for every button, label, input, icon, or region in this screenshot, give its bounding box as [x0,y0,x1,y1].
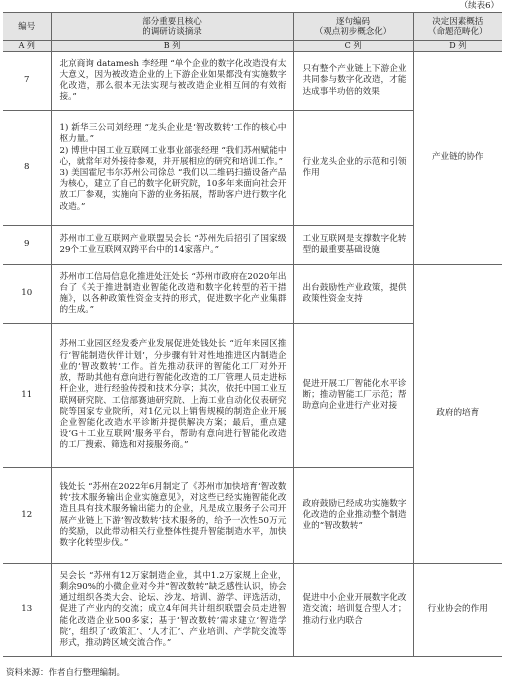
row-code: 政府鼓励已经成功实施数字化改造的企业推动整个制造业的“智改数转” [293,468,413,564]
row-code: 行业龙头企业的示范和引领作用 [293,111,413,226]
subheader-d: D 列 [413,41,502,52]
row-code: 只有整个产业链上下游企业共同参与数字化改造，才能达成事半功倍的效果 [293,52,413,111]
coding-table [3,12,502,657]
row-code: 出台鼓励性产业政策，提供政策性资金支持 [293,265,413,324]
subheader-b: B 列 [51,41,293,52]
header-col-d: 决定因素概括 （命题范畴化） [413,13,502,41]
row-code: 工业互联网是支撑数字化转型的最重要基础设施 [293,226,413,265]
row-id: 10 [3,265,51,324]
header-col-c: 逐句编码 （观点初步概念化） [293,13,413,41]
row-excerpt: 吴会长 “苏州有12万家制造企业，其中1.2万家规上企业，剩余90%的小微企业对今并“智改数转”缺乏感性认识，协会通过组织各类大会、论坛、沙龙、培训、游学、评选活动，促进了产业内的交流；成立4年间共计组织联盟会员走进智能化改造企业500多家；基于‘智改数转’需求建立‘智造学院’，组织了‘政策汇’、‘人才汇’、产业培训、产学院交流等形式，推动跨区域交流合作。” [51,564,293,657]
subheader-a: A 列 [3,41,51,52]
determinant-industry-chain: 产业链的协作 [413,52,502,265]
source-note: 资料来源：作者自行整理编制。 [6,668,126,678]
header-col-b: 部分重要且核心 的调研访谈摘录 [51,13,293,41]
row-code: 促进中小企业开展数字化改造交流；培训复合型人才；推动行业内联合 [293,564,413,657]
row-excerpt: 苏州市工业互联网产业联盟吴会长 “苏州先后招引了国家级29个工业互联网双跨平台中的14家落户。” [51,226,293,265]
row-excerpt: 钱处长 “苏州在2022年6月制定了《苏州市加快培育‘智改数转’技术服务输出企业实施意见》，对这些已经实施智能化改造且具有技术服务输出能力的企业，凡是成立服务子公司开展产业链上下游‘智改数转’技术服务的，给予一次性50万元的奖励，以此带动相关行业整体性提升智能制造水平，加快数字化转型步伐。” [51,468,293,564]
row-excerpt: 北京商询 datamesh 李经理 “单个企业的数字化改造没有太大意义，因为被改造企业的上下游企业如果都没有实施数字化改造，那么很本无法实现与被改造企业相互间的有效衔接。” [51,52,293,111]
table-row [3,265,502,324]
row-id: 9 [3,226,51,265]
row-excerpt: 1) 新华三公司刘经理 “龙头企业是‘智改数转’工作的核心中枢力量。” 2) 博世中国工业互联网工业事业部张经理 “我们苏州赋能中心，就常年对外接待参观，并开展相应的研究和培训工作。” 3) 美国霍尼韦尔苏州公司徐总 “我们以二维码扫描设备产品为核心，建立了自己的数字化研究院，10多年来面向社会开放工厂参观，实施向下游的业务拓展，帮助客户进行数字化改造。” [51,111,293,226]
determinant-association: 行业协会的作用 [413,564,502,657]
row-id: 8 [3,111,51,226]
subheader-row [3,41,502,52]
determinant-government: 政府的培育 [413,265,502,564]
continued-label: （续表6） [459,1,499,11]
row-id: 11 [3,324,51,468]
row-id: 13 [3,564,51,657]
table-row [3,564,502,657]
table-row [3,52,502,111]
subheader-c: C 列 [293,41,413,52]
row-id: 7 [3,52,51,111]
header-row [3,13,502,41]
row-code: 促进开展工厂智能化水平诊断；推动智能工厂示范；帮助意向企业进行产业对接 [293,324,413,468]
header-col-a: 编号 [3,13,51,41]
row-excerpt: 苏州市工信局信息化推进处汪处长 “苏州市政府在2020年出台了《关于推进制造业智能化改造和数字化转型的若干措施》，以各种政策性资金支持的形式，促进数字化产业集群的生成。” [51,265,293,324]
row-excerpt: 苏州工业园区经发委产业发展促进处钱处长 “近年来园区推行‘智能制造伙伴计划’，分步骤有针对性地推进区内制造企业的‘智改数转’工作。首先推动获评的智能化工厂对外开放，帮助其他有意向进行智能化改造的工厂管理人员走进标杆企业，进行经验传授和技术分享；其次，依托中国工业互联网研究院、工信部赛迪研究院、上海工业自动化仪表研究院等国家专业院所，对1亿元以上销售规模的制造企业开展企业智能化改造水平诊断并提供解决方案；最后，重点建设‘G＋工业互联网’服务平台，帮助有意向进行智能化改造的工厂搜索、筛选和对接服务商。” [51,324,293,468]
row-id: 12 [3,468,51,564]
